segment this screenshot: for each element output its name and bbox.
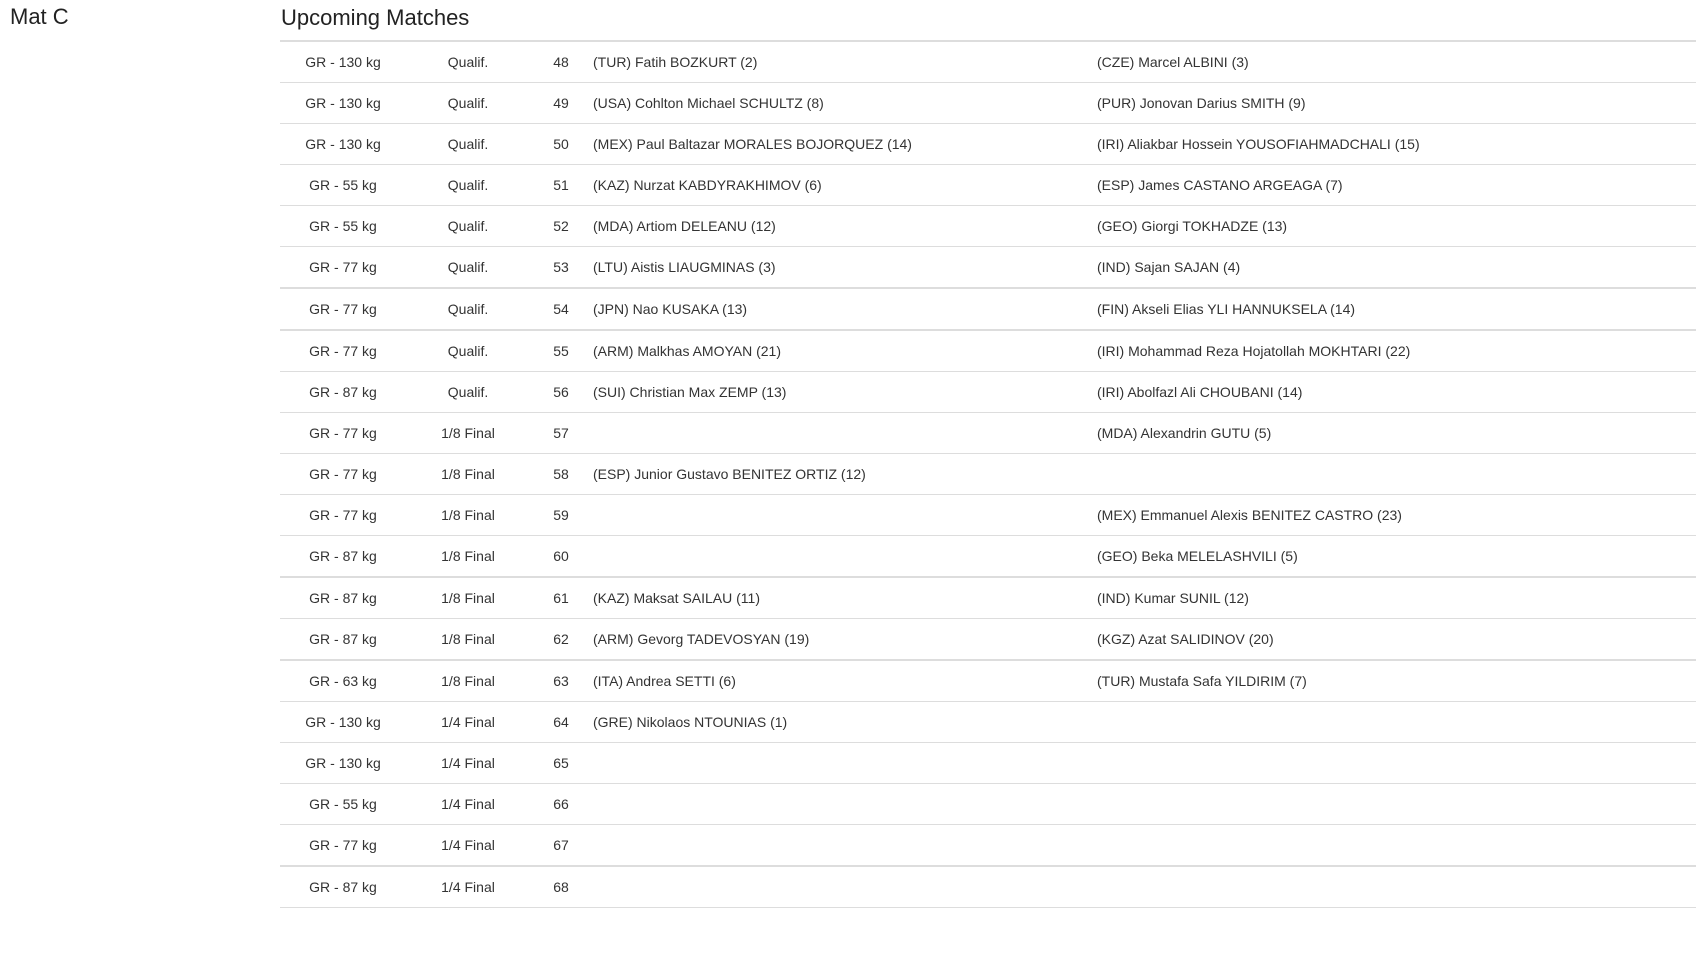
match-row bbox=[280, 206, 1696, 247]
match-number: 61 bbox=[530, 577, 592, 619]
match-red-wrestler bbox=[592, 866, 1097, 908]
match-row bbox=[280, 247, 1696, 289]
mat-title: Mat C bbox=[10, 4, 69, 29]
match-blue-wrestler bbox=[1097, 743, 1696, 784]
match-row bbox=[280, 702, 1696, 743]
match-blue-wrestler: (MEX) Emmanuel Alexis BENITEZ CASTRO (23) bbox=[1097, 495, 1696, 536]
match-row bbox=[280, 825, 1696, 867]
upcoming-matches-section bbox=[280, 0, 1696, 908]
match-row bbox=[280, 83, 1696, 124]
match-number: 66 bbox=[530, 784, 592, 825]
match-number: 63 bbox=[530, 660, 592, 702]
match-number: 54 bbox=[530, 288, 592, 330]
match-row bbox=[280, 413, 1696, 454]
match-blue-wrestler: (GEO) Beka MELELASHVILI (5) bbox=[1097, 536, 1696, 578]
match-category: GR - 77 kg bbox=[280, 454, 406, 495]
match-blue-wrestler: (IRI) Abolfazl Ali CHOUBANI (14) bbox=[1097, 372, 1696, 413]
match-category: GR - 130 kg bbox=[280, 42, 406, 83]
match-number: 49 bbox=[530, 83, 592, 124]
match-row bbox=[280, 660, 1696, 702]
match-red-wrestler: (GRE) Nikolaos NTOUNIAS (1) bbox=[592, 702, 1097, 743]
match-red-wrestler: (LTU) Aistis LIAUGMINAS (3) bbox=[592, 247, 1097, 289]
match-round: 1/4 Final bbox=[406, 743, 530, 784]
match-round: 1/8 Final bbox=[406, 536, 530, 578]
match-round: Qualif. bbox=[406, 165, 530, 206]
match-blue-wrestler: (IRI) Aliakbar Hossein YOUSOFIAHMADCHALI (15) bbox=[1097, 124, 1696, 165]
match-row bbox=[280, 330, 1696, 372]
match-row bbox=[280, 454, 1696, 495]
match-blue-wrestler: (KGZ) Azat SALIDINOV (20) bbox=[1097, 619, 1696, 661]
match-red-wrestler: (JPN) Nao KUSAKA (13) bbox=[592, 288, 1097, 330]
match-number: 53 bbox=[530, 247, 592, 289]
match-red-wrestler: (USA) Cohlton Michael SCHULTZ (8) bbox=[592, 83, 1097, 124]
match-row bbox=[280, 743, 1696, 784]
match-round: Qualif. bbox=[406, 83, 530, 124]
match-category: GR - 130 kg bbox=[280, 83, 406, 124]
match-number: 67 bbox=[530, 825, 592, 867]
match-round: Qualif. bbox=[406, 206, 530, 247]
match-number: 48 bbox=[530, 42, 592, 83]
match-blue-wrestler bbox=[1097, 454, 1696, 495]
match-round: 1/4 Final bbox=[406, 825, 530, 867]
match-round: Qualif. bbox=[406, 124, 530, 165]
matches-table bbox=[280, 42, 1696, 908]
match-number: 58 bbox=[530, 454, 592, 495]
match-number: 65 bbox=[530, 743, 592, 784]
match-blue-wrestler: (MDA) Alexandrin GUTU (5) bbox=[1097, 413, 1696, 454]
match-red-wrestler: (KAZ) Nurzat KABDYRAKHIMOV (6) bbox=[592, 165, 1097, 206]
match-round: Qualif. bbox=[406, 330, 530, 372]
match-red-wrestler bbox=[592, 413, 1097, 454]
match-row bbox=[280, 124, 1696, 165]
match-round: 1/8 Final bbox=[406, 660, 530, 702]
match-category: GR - 130 kg bbox=[280, 743, 406, 784]
match-row bbox=[280, 866, 1696, 908]
match-blue-wrestler: (CZE) Marcel ALBINI (3) bbox=[1097, 42, 1696, 83]
match-category: GR - 130 kg bbox=[280, 702, 406, 743]
match-category: GR - 77 kg bbox=[280, 495, 406, 536]
match-category: GR - 77 kg bbox=[280, 413, 406, 454]
match-category: GR - 77 kg bbox=[280, 825, 406, 867]
match-number: 57 bbox=[530, 413, 592, 454]
match-red-wrestler: (ARM) Gevorg TADEVOSYAN (19) bbox=[592, 619, 1097, 661]
match-category: GR - 63 kg bbox=[280, 660, 406, 702]
match-row bbox=[280, 619, 1696, 661]
match-row bbox=[280, 288, 1696, 330]
match-category: GR - 87 kg bbox=[280, 536, 406, 578]
match-red-wrestler: (ITA) Andrea SETTI (6) bbox=[592, 660, 1097, 702]
match-blue-wrestler: (GEO) Giorgi TOKHADZE (13) bbox=[1097, 206, 1696, 247]
match-number: 64 bbox=[530, 702, 592, 743]
match-blue-wrestler bbox=[1097, 866, 1696, 908]
match-round: 1/8 Final bbox=[406, 495, 530, 536]
match-round: 1/4 Final bbox=[406, 866, 530, 908]
match-category: GR - 55 kg bbox=[280, 784, 406, 825]
section-title: Upcoming Matches bbox=[280, 0, 1696, 42]
match-category: GR - 55 kg bbox=[280, 165, 406, 206]
match-category: GR - 130 kg bbox=[280, 124, 406, 165]
match-row bbox=[280, 372, 1696, 413]
match-blue-wrestler bbox=[1097, 825, 1696, 867]
match-red-wrestler bbox=[592, 536, 1097, 578]
match-red-wrestler bbox=[592, 743, 1097, 784]
match-round: 1/4 Final bbox=[406, 784, 530, 825]
match-red-wrestler bbox=[592, 825, 1097, 867]
match-red-wrestler: (MEX) Paul Baltazar MORALES BOJORQUEZ (14) bbox=[592, 124, 1097, 165]
match-category: GR - 55 kg bbox=[280, 206, 406, 247]
match-category: GR - 87 kg bbox=[280, 372, 406, 413]
match-number: 68 bbox=[530, 866, 592, 908]
match-category: GR - 77 kg bbox=[280, 330, 406, 372]
match-category: GR - 77 kg bbox=[280, 288, 406, 330]
match-red-wrestler bbox=[592, 495, 1097, 536]
match-row bbox=[280, 784, 1696, 825]
match-number: 55 bbox=[530, 330, 592, 372]
match-row bbox=[280, 165, 1696, 206]
match-blue-wrestler: (ESP) James CASTANO ARGEAGA (7) bbox=[1097, 165, 1696, 206]
match-red-wrestler: (TUR) Fatih BOZKURT (2) bbox=[592, 42, 1097, 83]
matches-table-body bbox=[280, 42, 1696, 908]
match-blue-wrestler bbox=[1097, 702, 1696, 743]
match-blue-wrestler: (IRI) Mohammad Reza Hojatollah MOKHTARI (22) bbox=[1097, 330, 1696, 372]
match-number: 50 bbox=[530, 124, 592, 165]
match-red-wrestler: (MDA) Artiom DELEANU (12) bbox=[592, 206, 1097, 247]
match-blue-wrestler: (PUR) Jonovan Darius SMITH (9) bbox=[1097, 83, 1696, 124]
match-number: 56 bbox=[530, 372, 592, 413]
match-category: GR - 87 kg bbox=[280, 577, 406, 619]
match-round: Qualif. bbox=[406, 247, 530, 289]
match-blue-wrestler: (FIN) Akseli Elias YLI HANNUKSELA (14) bbox=[1097, 288, 1696, 330]
match-round: 1/8 Final bbox=[406, 454, 530, 495]
match-blue-wrestler: (IND) Kumar SUNIL (12) bbox=[1097, 577, 1696, 619]
match-blue-wrestler bbox=[1097, 784, 1696, 825]
match-row bbox=[280, 495, 1696, 536]
match-blue-wrestler: (TUR) Mustafa Safa YILDIRIM (7) bbox=[1097, 660, 1696, 702]
match-round: Qualif. bbox=[406, 42, 530, 83]
match-round: 1/8 Final bbox=[406, 577, 530, 619]
match-red-wrestler: (ESP) Junior Gustavo BENITEZ ORTIZ (12) bbox=[592, 454, 1097, 495]
match-row bbox=[280, 42, 1696, 83]
match-blue-wrestler: (IND) Sajan SAJAN (4) bbox=[1097, 247, 1696, 289]
match-red-wrestler: (KAZ) Maksat SAILAU (11) bbox=[592, 577, 1097, 619]
match-number: 52 bbox=[530, 206, 592, 247]
match-round: 1/4 Final bbox=[406, 702, 530, 743]
match-red-wrestler bbox=[592, 784, 1097, 825]
match-round: Qualif. bbox=[406, 288, 530, 330]
match-number: 59 bbox=[530, 495, 592, 536]
match-number: 51 bbox=[530, 165, 592, 206]
match-number: 62 bbox=[530, 619, 592, 661]
match-number: 60 bbox=[530, 536, 592, 578]
match-red-wrestler: (ARM) Malkhas AMOYAN (21) bbox=[592, 330, 1097, 372]
match-category: GR - 87 kg bbox=[280, 619, 406, 661]
match-red-wrestler: (SUI) Christian Max ZEMP (13) bbox=[592, 372, 1097, 413]
match-round: 1/8 Final bbox=[406, 413, 530, 454]
match-round: Qualif. bbox=[406, 372, 530, 413]
match-row bbox=[280, 577, 1696, 619]
match-category: GR - 87 kg bbox=[280, 866, 406, 908]
match-category: GR - 77 kg bbox=[280, 247, 406, 289]
match-row bbox=[280, 536, 1696, 578]
match-round: 1/8 Final bbox=[406, 619, 530, 661]
